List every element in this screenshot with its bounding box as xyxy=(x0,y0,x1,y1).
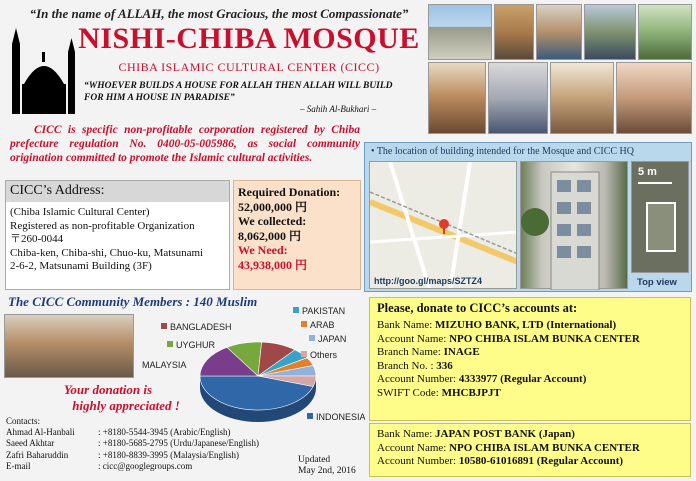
appreciation-line-1: Your donation is xyxy=(63,382,153,397)
pie-legend-swatch-indonesia xyxy=(307,413,313,419)
bank1-value: INAGE xyxy=(443,346,480,359)
pie-label-arab: ARAB xyxy=(310,320,335,330)
pie-legend-swatch-bangladesh xyxy=(161,323,167,329)
photo-gathering-1 xyxy=(494,4,534,60)
bank1-value: MIZUHO BANK, LTD (International) xyxy=(435,319,617,331)
required-value: 52,000,000 円 xyxy=(238,199,308,214)
address-box xyxy=(5,180,230,290)
bank1-row: Account Name: NPO CHIBA ISLAM BUNKA CENTER xyxy=(377,332,640,345)
contact-name: Saeed Akhtar xyxy=(6,438,55,449)
mosque-silhouette-icon xyxy=(4,22,84,114)
contacts-section xyxy=(6,416,306,472)
top-view-image xyxy=(631,161,689,273)
accounts-heading: Please, donate to CICC’s accounts at: xyxy=(377,301,578,315)
contact-name: E-mail xyxy=(6,460,31,471)
map-url[interactable]: http://goo.gl/maps/SZTZ4 xyxy=(374,276,482,286)
location-caption: • The location of building intended for the Mosque and CICC HQ xyxy=(371,146,634,157)
bank1-value: 336 xyxy=(436,359,453,372)
appreciation-text xyxy=(18,382,198,414)
bank1-row: SWIFT Code: MHCBJPJT xyxy=(377,386,501,399)
pie-label-indonesia: INDONESIA xyxy=(316,412,365,422)
contact-email[interactable]: : cicc@googlegroups.com xyxy=(98,460,193,471)
bank2-value: 10580-61016891 (Regular Account) xyxy=(458,455,624,468)
pie-legend-swatch-japan xyxy=(309,335,315,341)
members-title: The CICC Community Members : 140 Muslim xyxy=(8,294,258,309)
pie-legend-swatch-uyghur xyxy=(167,341,173,347)
bank1-value: NPO CHIBA ISLAM BUNKA CENTER xyxy=(449,332,640,345)
bank1-row: Branch Name: INAGE xyxy=(377,346,480,359)
required-label: Required Donation: xyxy=(238,185,341,199)
building-footprint xyxy=(646,202,676,252)
pie-label-uyghur: UYGHUR xyxy=(176,340,216,350)
donation-box xyxy=(233,180,361,290)
photo-building xyxy=(428,4,492,60)
photo-gathering-4 xyxy=(638,4,692,60)
hadith-quote: “WHOEVER BUILDS A HOUSE FOR ALLAH THEN ALLAH WILL BUILD FOR HIM A HOUSE IN PARADISE” xyxy=(84,81,393,103)
pie-label-pakistan: PAKISTAN xyxy=(302,306,346,316)
location-panel xyxy=(364,142,692,292)
photo-event-1 xyxy=(428,62,486,134)
need-label: We Need: xyxy=(238,243,288,257)
contact-name: Zafri Baharuddin xyxy=(6,449,69,460)
bank1-row: Account Number: 4333977 (Regular Account) xyxy=(377,373,587,386)
bank2-row: Account Name: NPO CHIBA ISLAM BUNKA CENTER xyxy=(377,441,640,454)
top-view-label: Top view xyxy=(637,277,677,288)
contact-info[interactable]: : +8180-8839-3995 (Malaysia/English) xyxy=(98,449,240,460)
address-heading: CICC’s Address: xyxy=(6,181,229,202)
bank1-value: 4333977 (Regular Account) xyxy=(458,373,587,386)
collected-label: We collected: xyxy=(238,214,307,228)
contact-name: Ahmad Al-Hanbali xyxy=(6,427,75,438)
intro-text: CICC is specific non-profitable corporation registered by Chiba prefecture regulation No. 0400-05-005986, as social community origination committed to promote the Islamic cultural activities. xyxy=(10,124,360,164)
updated-label: Updated xyxy=(298,455,331,465)
hadith-source: – Sahih Al-Bukhari – xyxy=(300,104,377,114)
photo-event-2 xyxy=(488,62,548,134)
address-line: Chiba-ken, Chiba-shi, Chuo-ku, Matsunami xyxy=(10,246,204,259)
address-line: (Chiba Islamic Cultural Center) xyxy=(10,206,150,218)
page-subtitle: CHIBA ISLAMIC CULTURAL CENTER (CICC) xyxy=(118,60,380,74)
pie-legend-swatch-arab xyxy=(301,321,307,327)
pie-label-japan: JAPAN xyxy=(318,334,347,344)
address-line: 2-6-2, Matsunami Building (3F) xyxy=(10,260,152,272)
pie-legend-swatch-pakistan xyxy=(293,307,299,313)
scale-label: 5 m xyxy=(638,166,657,178)
map-image xyxy=(369,161,517,289)
contacts-heading: Contacts: xyxy=(6,416,40,426)
bismillah-text: “In the name of ALLAH, the most Gracious, the most Compassionate” xyxy=(29,6,409,21)
updated-date: May 2nd, 2016 xyxy=(298,466,356,476)
photo-members xyxy=(4,314,134,378)
address-line: Registered as non-profitable Organization xyxy=(10,219,195,232)
bank2-value: NPO CHIBA ISLAM BUNKA CENTER xyxy=(449,441,640,454)
photo-gathering-2 xyxy=(536,4,582,60)
bank1-row: Branch No. : 336 xyxy=(377,359,453,372)
bank2-row: Bank Name: JAPAN POST BANK (Japan) xyxy=(377,428,575,440)
pie-label-others: Others xyxy=(310,350,338,360)
contact-info[interactable]: : +8180-5685-2795 (Urdu/Japanese/English) xyxy=(98,438,260,449)
need-value: 43,938,000 円 xyxy=(238,257,308,272)
pie-label-malaysia: MALAYSIA xyxy=(142,360,187,370)
page-title: NISHI-CHIBA MOSQUE xyxy=(78,22,420,55)
address-line: 〒260-0044 xyxy=(10,233,64,245)
bank-account-box-1 xyxy=(369,297,691,421)
photo-event-3 xyxy=(550,62,614,134)
bank-account-box-2 xyxy=(369,423,691,477)
bank1-value: MHCBJPJT xyxy=(441,386,501,399)
bank2-value: JAPAN POST BANK (Japan) xyxy=(435,428,575,440)
contact-info[interactable]: : +8180-5544-3945 (Arabic/English) xyxy=(98,427,231,438)
pie-legend-swatch-others xyxy=(301,351,307,357)
photo-gathering-3 xyxy=(584,4,636,60)
bank1-row: Bank Name: MIZUHO BANK, LTD (International) xyxy=(377,319,617,331)
photo-event-4 xyxy=(616,62,692,134)
collected-value: 8,062,000 円 xyxy=(238,228,302,243)
pie-label-bangladesh: BANGLADESH xyxy=(170,322,232,332)
updated-note xyxy=(298,455,356,477)
building-photo xyxy=(520,161,628,289)
scale-bar xyxy=(638,182,672,184)
appreciation-line-2: highly appreciated ! xyxy=(72,398,180,413)
bank2-row: Account Number: 10580-61016891 (Regular Account) xyxy=(377,455,624,468)
